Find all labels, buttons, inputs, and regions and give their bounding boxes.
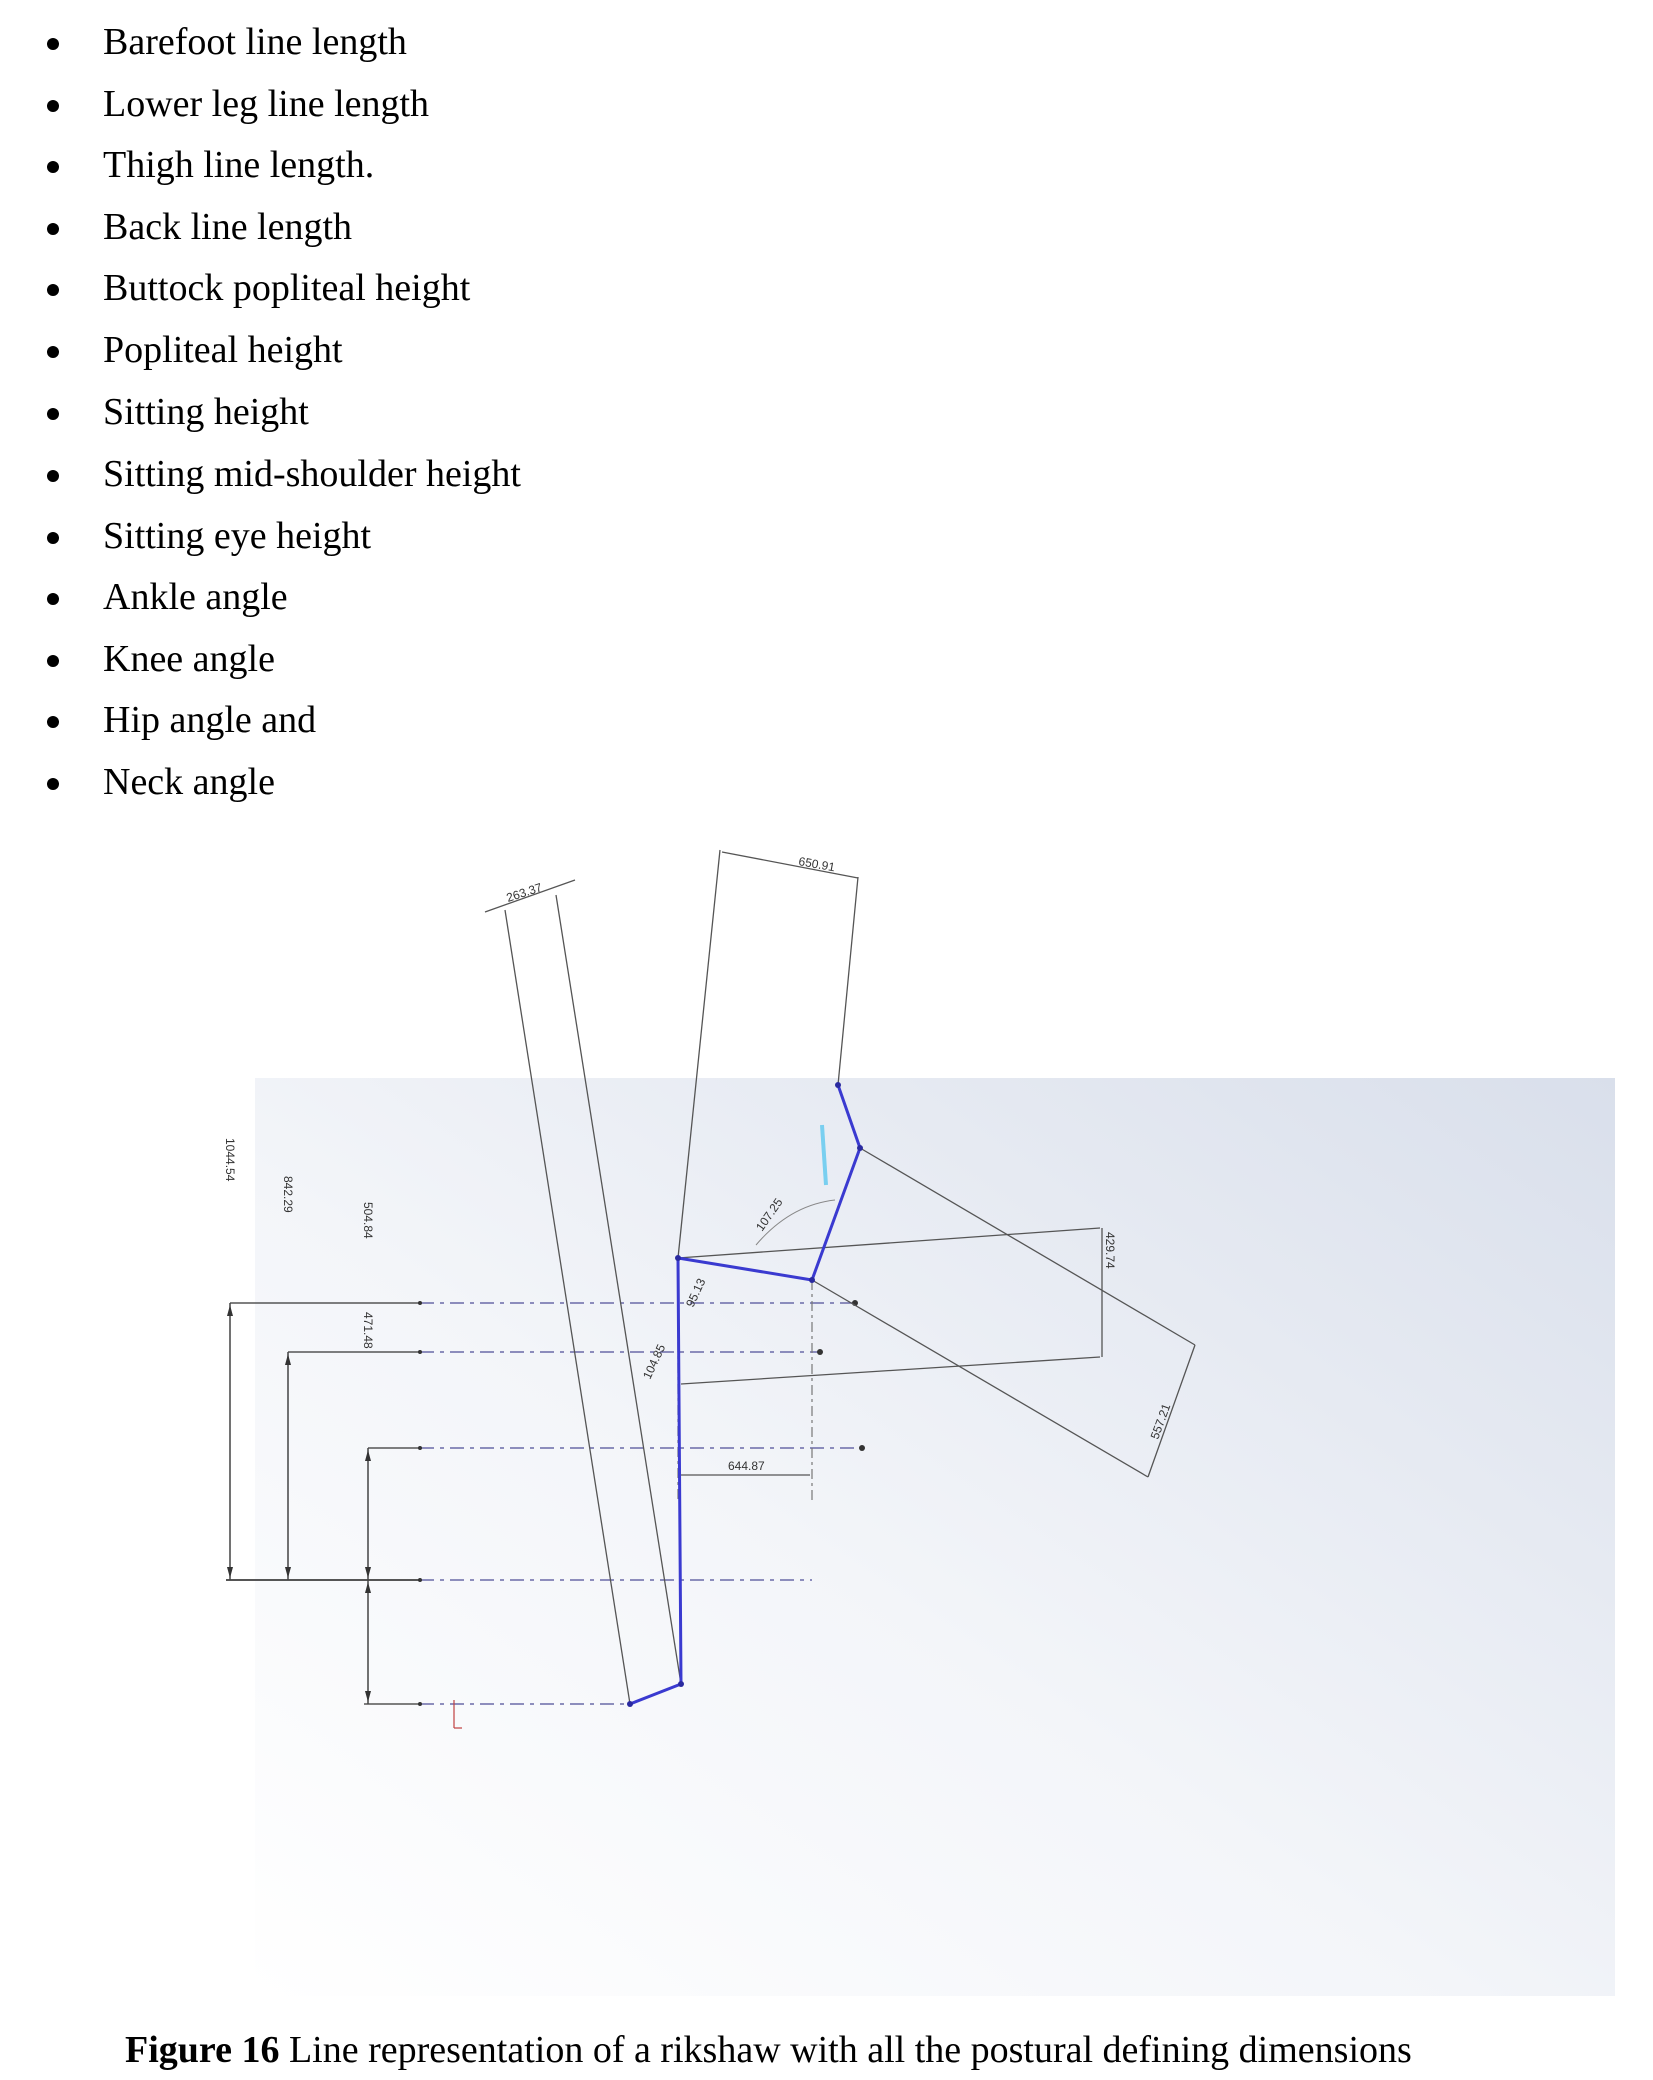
- dim-width-top-left: 263.37: [504, 880, 544, 905]
- list-item: [0, 454, 900, 514]
- bullet-icon: [47, 716, 59, 728]
- list-item-label: Neck angle: [103, 761, 275, 803]
- list-item-label: Hip angle and: [103, 699, 317, 741]
- dim-eye-height: 504.84: [361, 1202, 375, 1239]
- dim-sitting-height: 1044.54: [223, 1138, 237, 1182]
- dim-hip-angle: 107.25: [752, 1195, 786, 1234]
- bullet-icon: [47, 100, 59, 112]
- bullet-icon: [47, 408, 59, 420]
- list-item: [0, 392, 900, 452]
- cad-drawing: [0, 854, 1653, 2010]
- list-item: [0, 145, 900, 205]
- list-item: [0, 577, 900, 637]
- list-item: [0, 516, 900, 576]
- dim-knee-angle: 95.13: [683, 1276, 709, 1310]
- list-item: [0, 22, 900, 82]
- list-item-label: Back line length: [103, 206, 353, 248]
- caption-label: Figure 16: [125, 2029, 280, 2071]
- dim-ankle: 104.85: [640, 1342, 669, 1382]
- list-item-label: Buttock popliteal height: [103, 267, 471, 309]
- bullet-icon: [47, 284, 59, 296]
- dim-right-vertical: 429.74: [1103, 1232, 1117, 1269]
- list-item: [0, 330, 900, 390]
- bullet-icon: [47, 655, 59, 667]
- list-item-label: Barefoot line length: [103, 21, 407, 63]
- list-item: [0, 84, 900, 144]
- bullet-icon: [47, 161, 59, 173]
- bullet-icon: [47, 470, 59, 482]
- posture-diagram-figure: [0, 854, 1653, 2010]
- list-item-label: Lower leg line length: [103, 83, 430, 125]
- bullet-icon: [47, 593, 59, 605]
- dim-right-diagonal: 557.21: [1147, 1401, 1174, 1442]
- bullet-icon: [47, 346, 59, 358]
- list-item-label: Ankle angle: [103, 576, 288, 618]
- list-item: [0, 268, 900, 328]
- drawing-background: [255, 1078, 1615, 1996]
- list-item: [0, 639, 900, 699]
- list-item-label: Sitting eye height: [103, 515, 372, 557]
- dim-width-top-right: 650.91: [797, 854, 837, 875]
- list-item-label: Knee angle: [103, 638, 275, 680]
- figure-caption: [125, 2020, 1412, 2080]
- list-item: [0, 207, 900, 267]
- dim-popliteal-height: 471.48: [361, 1312, 375, 1349]
- list-item-label: Thigh line length.: [103, 144, 375, 186]
- dim-buttock-popliteal: 644.87: [728, 1459, 765, 1473]
- list-item: [0, 700, 900, 760]
- list-item: [0, 762, 900, 822]
- dim-mid-shoulder-height: 842.29: [281, 1176, 295, 1213]
- list-item-label: Sitting mid-shoulder height: [103, 453, 521, 495]
- bullet-icon: [47, 223, 59, 235]
- bullet-icon: [47, 532, 59, 544]
- list-item-label: Popliteal height: [103, 329, 343, 371]
- bullet-icon: [47, 778, 59, 790]
- list-item-label: Sitting height: [103, 391, 309, 433]
- caption-text: Line representation of a rikshaw with all the postural defining dimensions: [279, 2029, 1412, 2071]
- bullet-icon: [47, 38, 59, 50]
